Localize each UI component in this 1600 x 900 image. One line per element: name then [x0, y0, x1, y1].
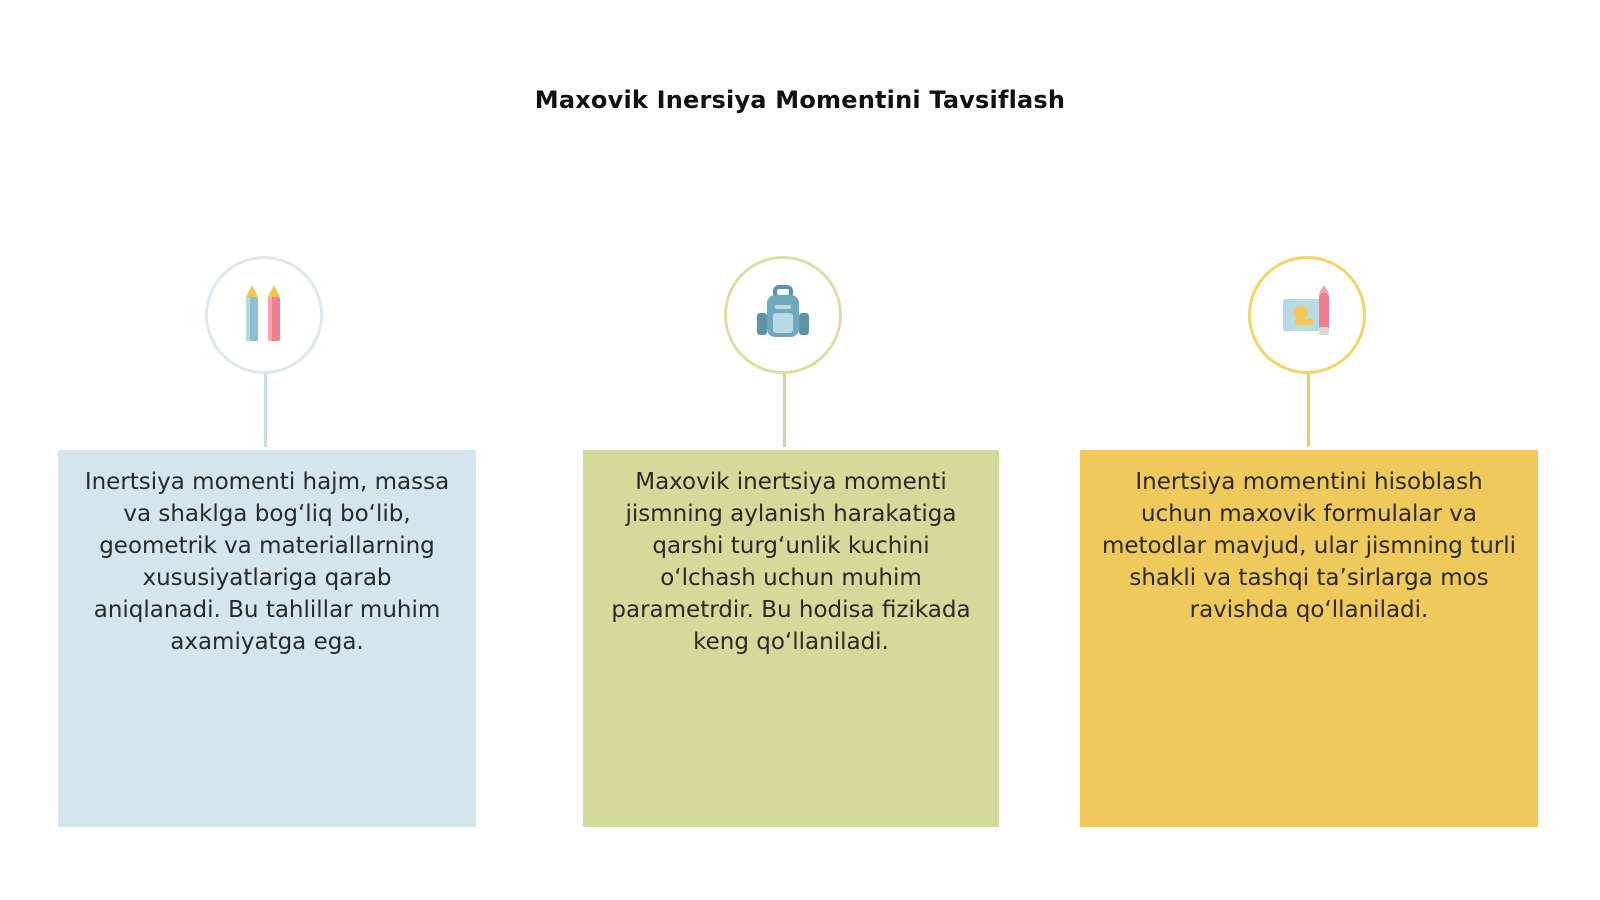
card-text-3: Inertsiya momentini hisoblash uchun maxovik formulalar va metodlar mavjud, ular jismning turli shakli va tashqi ta’sirlarga mos ravishda qo‘llaniladi.	[1101, 469, 1517, 623]
icon-circle-1	[205, 256, 323, 374]
info-card-2	[583, 450, 999, 827]
info-card-1	[58, 450, 476, 827]
info-card-3	[1080, 450, 1538, 827]
picture-and-pencil-icon	[1277, 283, 1337, 347]
connector-line-3	[1307, 374, 1310, 447]
backpack-icon	[753, 283, 813, 347]
connector-line-1	[264, 374, 267, 447]
icon-circle-2	[724, 256, 842, 374]
icon-circle-3	[1248, 256, 1366, 374]
card-text-1: Inertsiya momenti hajm, massa va shaklga bog‘liq bo‘lib, geometrik va materiallarning xususiyatlariga qarab aniqlanadi. Bu tahlillar muhim axamiyatga ega.	[84, 469, 450, 655]
pencils-icon	[238, 281, 290, 349]
card-text-2: Maxovik inertsiya momenti jismning aylanish harakatiga qarshi turg‘unlik kuchini o‘lchash uchun muhim parametrdir. Bu hodisa fizikada keng qo‘llaniladi.	[611, 469, 971, 655]
connector-line-2	[783, 374, 786, 447]
page-title: Maxovik Inersiya Momentini Tavsiflash	[534, 86, 1066, 114]
